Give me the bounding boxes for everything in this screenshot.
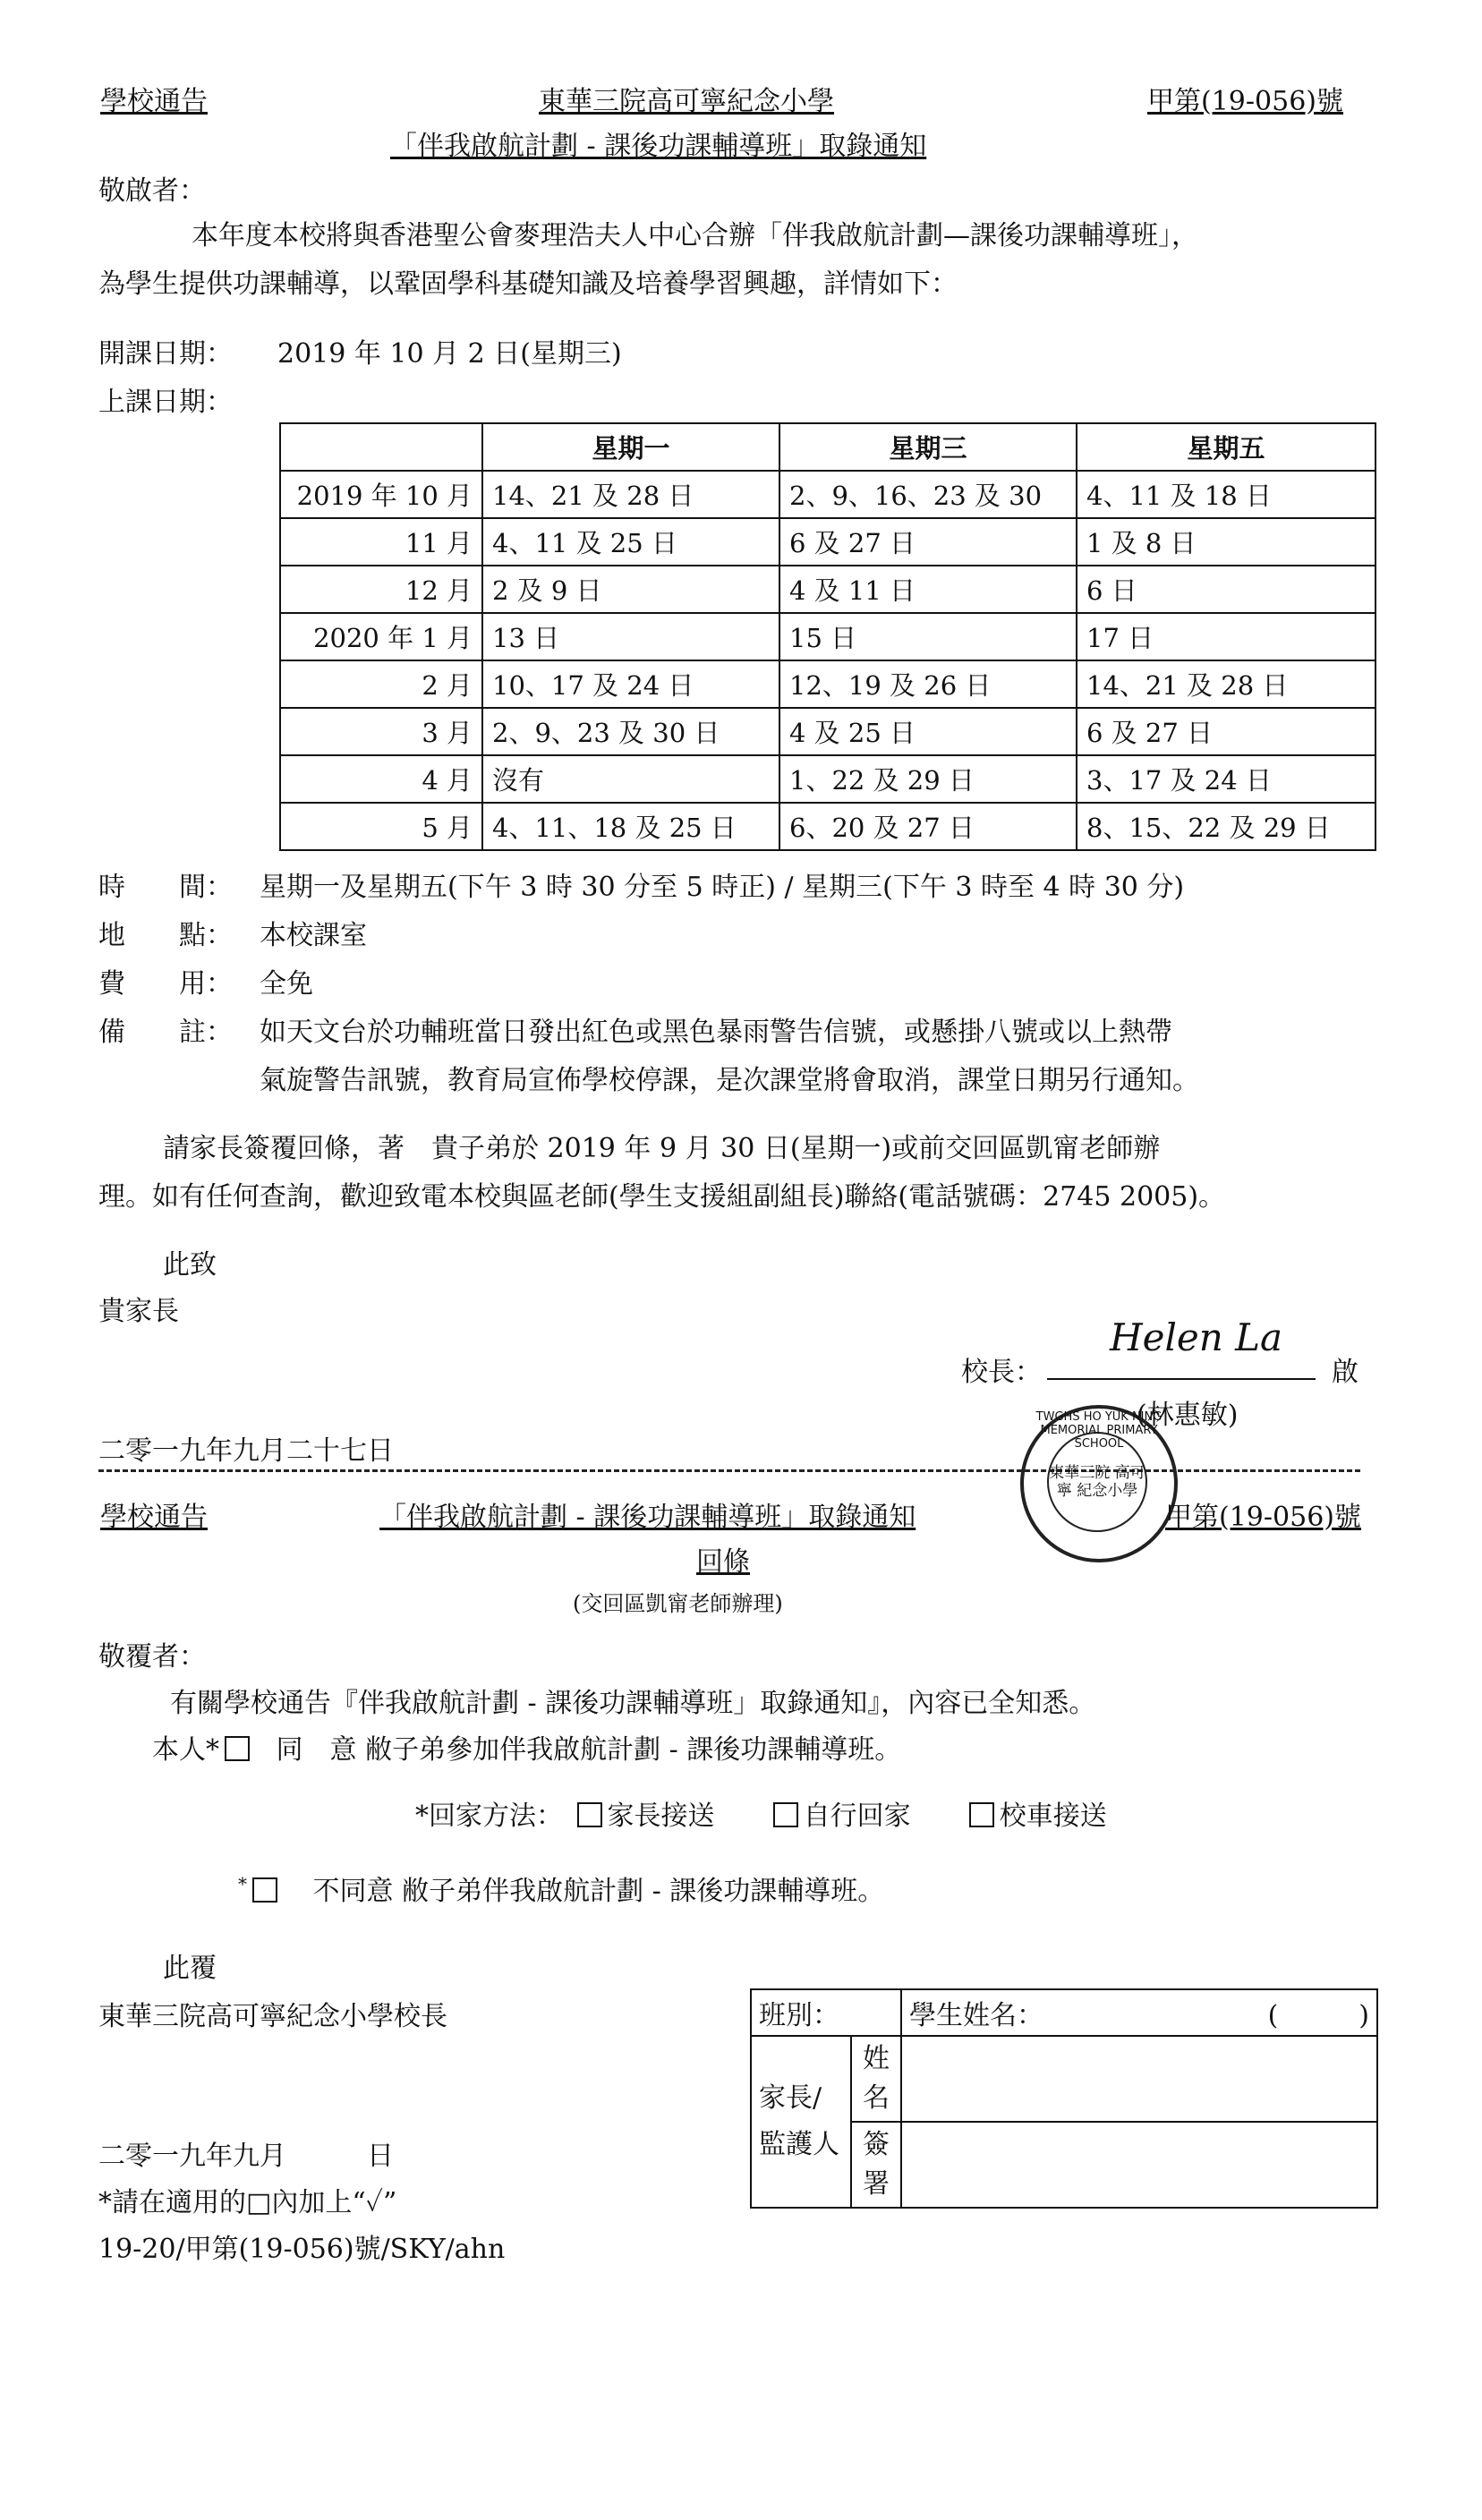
fee-label: 費 用： [98, 968, 233, 1000]
guardian-name-field[interactable] [901, 2036, 1377, 2122]
place-label: 地 點： [98, 920, 233, 951]
schedule-header-cell: 星期五 [1077, 423, 1376, 471]
schedule-month: 3 月 [280, 708, 482, 755]
schedule-cell-wed: 1、22 及 29 日 [779, 755, 1077, 803]
schedule-table [279, 422, 1376, 851]
reply-notice-label: 學校通告 [100, 1502, 208, 1533]
student-class-number: ( ) [1267, 2000, 1369, 2031]
time-label: 時 間： [98, 872, 233, 903]
gui-jia-zhang: 貴家長 [98, 1296, 179, 1327]
self-label: 本人* [152, 1734, 219, 1766]
sign-label: 簽署 [851, 2122, 901, 2208]
remarks-label: 備 註： [98, 1017, 233, 1048]
disagree-row [238, 1869, 884, 1908]
schedule-cell-mon: 10、17 及 24 日 [482, 660, 779, 708]
guardian-signature-field[interactable] [901, 2122, 1377, 2208]
disagree-star: * [238, 1873, 247, 1894]
school-name: 東華三院高可寧紀念小學 [539, 86, 834, 117]
schedule-month: 5 月 [280, 803, 482, 850]
schedule-cell-fri: 6 日 [1077, 566, 1376, 613]
schedule-cell-fri: 17 日 [1077, 613, 1376, 660]
schedule-row [280, 755, 1376, 803]
parent-pickup-checkbox[interactable] [577, 1802, 602, 1827]
class-dates-label: 上課日期： [98, 387, 233, 418]
name-label: 姓名 [851, 2036, 901, 2122]
notice-label: 學校通告 [100, 86, 208, 117]
start-date-label: 開課日期： [98, 338, 233, 370]
schedule-cell-wed: 6、20 及 27 日 [779, 803, 1077, 850]
return-line-2: 理。如有任何查詢，歡迎致電本校與區老師(學生支援組副組長)聯絡(電話號碼：2745 2005)。 [98, 1181, 1226, 1213]
principal-name: (林惠敏) [1137, 1400, 1239, 1431]
schedule-row [280, 566, 1376, 613]
schedule-cell-wed: 4 及 25 日 [779, 708, 1077, 755]
schedule-cell-mon: 4、11、18 及 25 日 [482, 803, 779, 850]
disagree-text: 不同意 敝子弟伴我啟航計劃 - 課後功課輔導班。 [312, 1876, 885, 1907]
signature-line [1047, 1378, 1316, 1380]
ci-zhi: 此致 [163, 1249, 217, 1281]
agree-text: 同 意 敝子弟參加伴我啟航計劃 - 課後功課輔導班。 [276, 1734, 902, 1766]
greeting: 敬啟者： [98, 175, 206, 207]
notice-date: 二零一九年九月二十七日 [98, 1435, 394, 1467]
schedule-cell-mon: 2 及 9 日 [482, 566, 779, 613]
schedule-header-cell: 星期三 [779, 423, 1077, 471]
schedule-cell-fri: 3、17 及 24 日 [1077, 755, 1376, 803]
schedule-cell-wed: 2、9、16、23 及 30 [779, 471, 1077, 518]
student-name-field[interactable] [901, 1989, 1377, 2036]
remarks-line-2: 氣旋警告訊號，教育局宣佈學校停課，是次課堂將會取消，課堂日期另行通知。 [260, 1065, 1199, 1096]
qi-text: 啟 [1332, 1357, 1358, 1388]
schedule-row [280, 518, 1376, 566]
schedule-row [280, 803, 1376, 850]
schedule-header-row [280, 423, 1376, 471]
student-name-label: 學生姓名： [909, 2000, 1043, 2031]
schedule-cell-fri: 1 及 8 日 [1077, 518, 1376, 566]
fee-value: 全免 [260, 968, 313, 1000]
schedule-header-cell [280, 423, 482, 471]
ci-fu: 此覆 [163, 1953, 217, 1984]
notice-subtitle: 「伴我啟航計劃 - 課後功課輔導班」取錄通知 [390, 131, 927, 162]
tick-instruction: *請在適用的□內加上“✓” [98, 2187, 397, 2218]
schedule-cell-mon: 4、11 及 25 日 [482, 518, 779, 566]
schedule-month: 2019 年 10 月 [280, 471, 482, 518]
schedule-cell-wed: 4 及 11 日 [779, 566, 1077, 613]
schedule-cell-fri: 8、15、22 及 29 日 [1077, 803, 1376, 850]
schedule-month: 2 月 [280, 660, 482, 708]
schedule-cell-mon: 14、21 及 28 日 [482, 471, 779, 518]
parent-pickup-label: 家長接送 [607, 1801, 715, 1832]
self-return-label: 自行回家 [803, 1801, 911, 1832]
schedule-month: 2020 年 1 月 [280, 613, 482, 660]
reply-greeting: 敬覆者： [98, 1641, 206, 1673]
schedule-cell-mon: 2、9、23 及 30 日 [482, 708, 779, 755]
school-bus-checkbox[interactable] [969, 1802, 994, 1827]
school-bus-label: 校車接送 [999, 1801, 1107, 1832]
self-return-checkbox[interactable] [773, 1802, 798, 1827]
home-method-row [415, 1793, 1107, 1833]
start-date-value: 2019 年 10 月 2 日(星期三) [277, 338, 622, 370]
remarks-line-1: 如天文台於功輔班當日發出紅色或黑色暴雨警告信號，或懸掛八號或以上熱帶 [260, 1017, 1172, 1048]
principal-signature: Helen La [1110, 1315, 1283, 1359]
principal-label: 校長： [961, 1357, 1042, 1388]
agree-checkbox[interactable] [225, 1736, 250, 1761]
to-principal: 東華三院高可寧紀念小學校長 [98, 2001, 447, 2032]
schedule-month: 11 月 [280, 518, 482, 566]
schedule-row [280, 613, 1376, 660]
intro-line-1: 本年度本校將與香港聖公會麥理浩夫人中心合辦「伴我啟航計劃—課後功課輔導班」， [192, 220, 1198, 251]
form-row-name [751, 2036, 1377, 2122]
place-value: 本校課室 [260, 920, 367, 951]
schedule-cell-fri: 4、11 及 18 日 [1077, 471, 1376, 518]
schedule-row [280, 708, 1376, 755]
reply-date: 二零一九年九月 日 [98, 2141, 394, 2172]
footer-reference: 19-20/甲第(19-056)號/SKY/ahn [98, 2234, 506, 2265]
intro-line-2: 為學生提供功課輔導，以鞏固學科基礎知識及培養學習興趣，詳情如下： [98, 268, 958, 300]
schedule-header-cell: 星期一 [482, 423, 779, 471]
schedule-cell-mon: 沒有 [482, 755, 779, 803]
form-row-class [751, 1989, 1377, 2036]
time-value: 星期一及星期五(下午 3 時 30 分至 5 時正) / 星期三(下午 3 時至 4 時 30 分) [260, 872, 1185, 903]
reference-number: 甲第(19-056)號 [1147, 86, 1343, 117]
schedule-cell-mon: 13 日 [482, 613, 779, 660]
stamp-ring-text: TWGHS HO YUK NING MEMORIAL PRIMARY SCHOOL [1035, 1410, 1163, 1451]
schedule-month: 12 月 [280, 566, 482, 613]
acknowledge-line: 有關學校通告『伴我啟航計劃 - 課後功課輔導班」取錄通知』，內容已全知悉。 [170, 1688, 1096, 1719]
reply-reference-number: 甲第(19-056)號 [1165, 1502, 1361, 1533]
schedule-month: 4 月 [280, 755, 482, 803]
reply-title: 回條 [696, 1546, 750, 1578]
schedule-cell-fri: 14、21 及 28 日 [1077, 660, 1376, 708]
reply-note: (交回區凱甯老師辦理) [573, 1591, 783, 1616]
schedule-cell-fri: 6 及 27 日 [1077, 708, 1376, 755]
reply-subtitle: 「伴我啟航計劃 - 課後功課輔導班」取錄通知 [379, 1502, 916, 1533]
reply-form-table [750, 1988, 1378, 2209]
schedule-cell-wed: 15 日 [779, 613, 1077, 660]
schedule-row [280, 660, 1376, 708]
agree-row [152, 1727, 901, 1767]
schedule-cell-wed: 12、19 及 26 日 [779, 660, 1077, 708]
home-method-label: *回家方法： [415, 1801, 563, 1832]
schedule-row [280, 471, 1376, 518]
return-line-1: 請家長簽覆回條，著 貴子弟於 2019 年 9 月 30 日(星期一)或前交回區凱甯老師辦 [163, 1133, 1161, 1164]
schedule-cell-wed: 6 及 27 日 [779, 518, 1077, 566]
school-stamp [1020, 1405, 1178, 1562]
disagree-checkbox[interactable] [252, 1877, 277, 1903]
class-label: 班別： [751, 1989, 901, 2036]
guardian-label: 家長/監護人 [751, 2036, 851, 2208]
stamp-center-text: 東華三院 高可寧 紀念小學 [1047, 1432, 1147, 1532]
